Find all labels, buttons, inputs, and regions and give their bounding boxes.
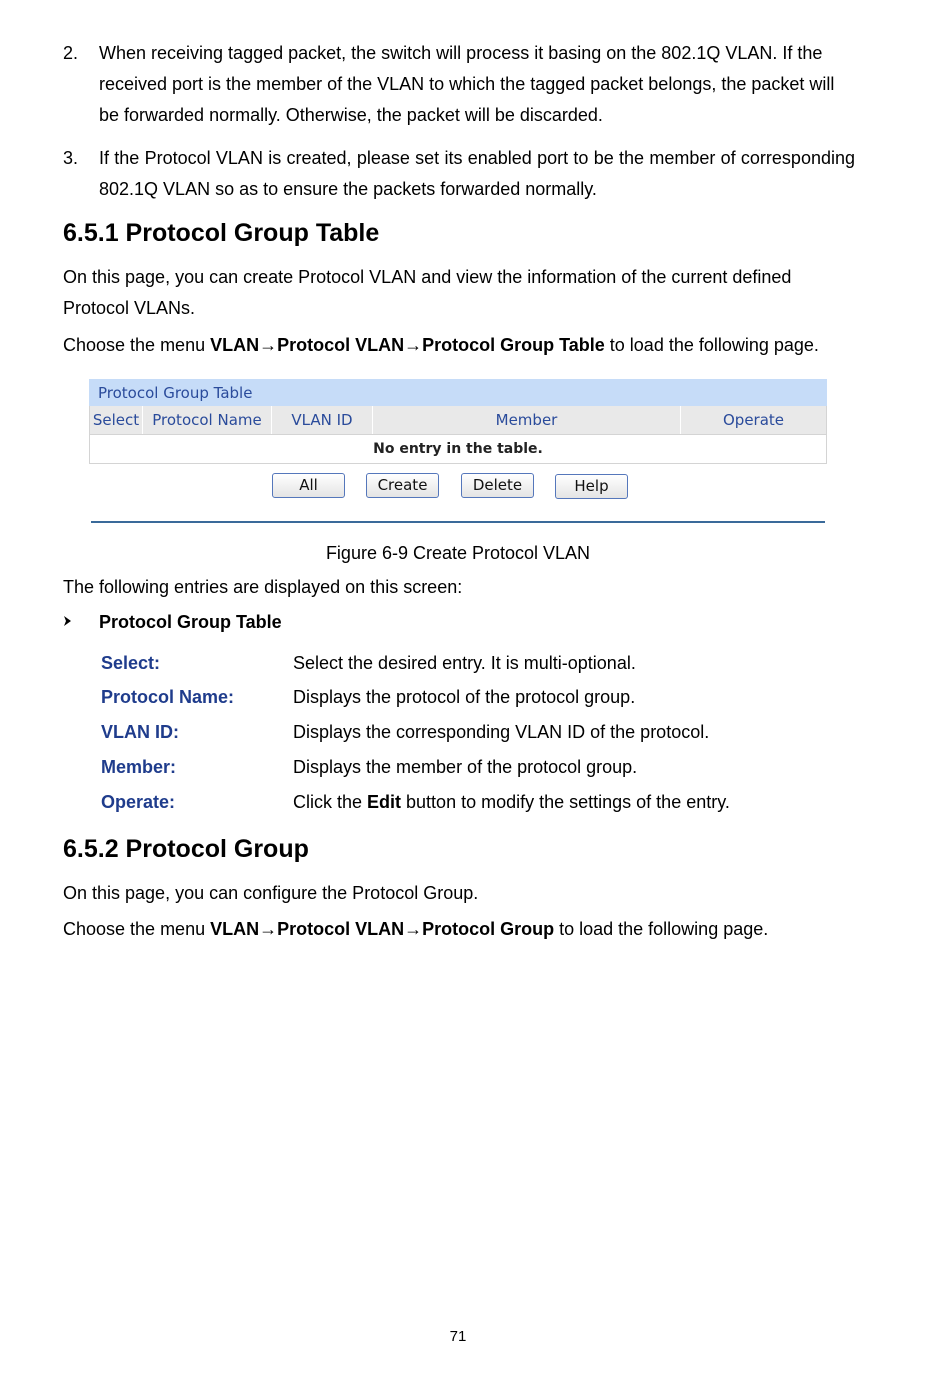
desc-operate-suffix: button to modify the settings of the entry. (401, 792, 730, 812)
desc-select: Select the desired entry. It is multi-optional. (293, 653, 636, 673)
menu-suffix: to load the following page. (604, 335, 819, 355)
term-select: Select: (101, 653, 161, 673)
menu-prefix-2: Choose the menu (63, 919, 211, 939)
protocol-group-table-panel (89, 379, 827, 495)
column-header-member: Member (373, 406, 681, 434)
list-item-3-text: If the Protocol VLAN is created, please set its enabled port to be the member of corresponding 802.1Q VLAN so as to ensure the packets forwarded normally. (99, 148, 855, 199)
desc-operate (293, 787, 730, 818)
column-header-select: Select (90, 406, 143, 434)
menu-suffix-2: to load the following page. (554, 919, 769, 939)
desc-operate-bold: Edit (367, 792, 402, 812)
delete-button[interactable]: Delete (461, 473, 534, 498)
column-header-operate: Operate (722, 411, 785, 429)
section-heading-protocol-group-table: 6.5.1 Protocol Group Table (63, 219, 380, 247)
section2-intro: On this page, you can configure the Protocol Group. (63, 883, 479, 903)
help-button[interactable]: Help (555, 474, 628, 499)
term-protocol-name: Protocol Name: (101, 687, 235, 707)
desc-operate-prefix: Click the (293, 792, 368, 812)
button-bar (89, 473, 827, 500)
all-button[interactable]: All (272, 473, 345, 498)
list-number-2: 2. (63, 43, 79, 63)
section1-menu-instruction (63, 330, 863, 361)
column-header-protocol-name: Protocol Name (143, 406, 272, 434)
page-number: 71 (449, 1328, 467, 1345)
section1-intro: On this page, you can create Protocol VLAN and view the information of the current defined Protocol VLANs. (63, 267, 792, 318)
panel-title: Protocol Group Table (89, 379, 827, 406)
term-member: Member: (101, 757, 177, 777)
term-vlan-id: VLAN ID: (101, 722, 179, 742)
entries-group-title: Protocol Group Table (99, 612, 282, 632)
menu-path: VLAN→Protocol VLAN→Protocol Group Table (210, 335, 605, 355)
section2-menu-instruction (63, 914, 863, 945)
desc-protocol-name: Displays the protocol of the protocol group. (293, 687, 636, 707)
menu-prefix: Choose the menu (63, 335, 211, 355)
column-header-vlan-id: VLAN ID (272, 406, 373, 434)
desc-vlan-id: Displays the corresponding VLAN ID of the protocol. (293, 722, 710, 742)
arrow-bullet-icon (62, 612, 74, 636)
menu-path-2: VLAN→Protocol VLAN→Protocol Group (210, 919, 555, 939)
list-number-3: 3. (63, 148, 79, 168)
list-item-2-text: When receiving tagged packet, the switch will process it basing on the 802.1Q VLAN. If the received port is the member of the VLAN to which the tagged packet belongs, the packet will be forwarded normally. Otherwise, the packet will be discarded. (99, 43, 835, 125)
figure-caption: Figure 6-9 Create Protocol VLAN (325, 543, 591, 563)
figure-divider (91, 521, 825, 523)
entries-intro: The following entries are displayed on this screen: (63, 577, 463, 597)
empty-table-message: No entry in the table. (89, 435, 827, 464)
desc-member: Displays the member of the protocol group. (293, 757, 638, 777)
section-heading-protocol-group: 6.5.2 Protocol Group (63, 835, 309, 863)
term-operate: Operate: (101, 792, 176, 812)
create-button[interactable]: Create (366, 473, 439, 498)
table-header-row (89, 406, 827, 435)
